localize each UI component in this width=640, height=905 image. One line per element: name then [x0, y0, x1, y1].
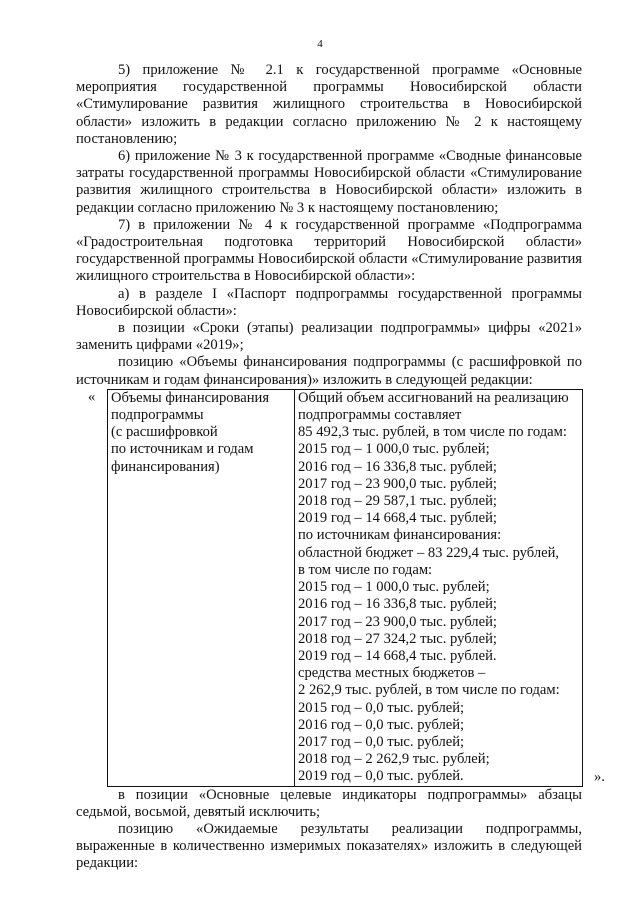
closing-quote: ».: [594, 769, 605, 786]
financing-table-block: [76, 388, 605, 787]
paragraph-indicators-position: в позиции «Основные целевые индикаторы подпрограммы» абзацы седьмой, восьмой, девятый исключить;: [76, 786, 582, 820]
table-cell-value: [295, 389, 583, 786]
cell-line: Общий объем ассигнований на реализацию: [298, 389, 569, 406]
cell-line: 2017 год – 0,0 тыс. рублей;: [298, 733, 465, 750]
cell-line: подпрограммы: [111, 407, 204, 424]
paragraph-financing-position: позицию «Объемы финансирования подпрограммы (с расшифровкой по источникам и годам финансирования)» изложить в следующей редакции:: [76, 354, 582, 388]
page-number: 4: [317, 38, 323, 50]
cell-line: 2018 год – 27 324,2 тыс. рублей;: [298, 630, 497, 647]
cell-line: 2018 год – 29 587,1 тыс. рублей;: [298, 493, 497, 510]
cell-line: Объемы финансирования: [111, 389, 270, 406]
cell-line: 85 492,3 тыс. рублей, в том числе по годам:: [298, 424, 567, 441]
document-body: [76, 62, 605, 873]
paragraph-item-7: 7) в приложении № 4 к государственной программе «Подпрограмма «Градостроительная подготовка территорий Новосибирской области» государственной программы Новосибирской области «Стимулирование развития жилищного строительства в Новосибирской области»:: [76, 216, 582, 285]
cell-line: 2015 год – 1 000,0 тыс. рублей;: [298, 579, 490, 596]
cell-line: 2019 год – 14 668,4 тыс. рублей;: [298, 510, 497, 527]
opening-quote: «: [88, 388, 96, 405]
cell-line: 2016 год – 0,0 тыс. рублей;: [298, 716, 465, 733]
cell-line: 2015 год – 0,0 тыс. рублей;: [298, 699, 465, 716]
cell-line: 2 262,9 тыс. рублей, в том числе по годам:: [298, 682, 560, 699]
cell-line: 2019 год – 0,0 тыс. рублей.: [298, 768, 464, 785]
cell-line: финансирования): [111, 458, 220, 475]
cell-line: по источникам финансирования:: [298, 527, 502, 544]
paragraph-subitem-a: а) в разделе I «Паспорт подпрограммы государственной программы Новосибирской области»:: [76, 285, 582, 319]
paragraph-terms-position: в позиции «Сроки (этапы) реализации подпрограммы» цифры «2021» заменить цифрами «2019»;: [76, 320, 582, 354]
cell-line: 2019 год – 14 668,4 тыс. рублей.: [298, 647, 497, 664]
cell-line: средства местных бюджетов –: [298, 665, 486, 682]
table-row: [108, 389, 583, 786]
cell-line: 2016 год – 16 336,8 тыс. рублей;: [298, 458, 497, 475]
cell-line: областной бюджет – 83 229,4 тыс. рублей,: [298, 544, 560, 561]
cell-line: 2017 год – 23 900,0 тыс. рублей;: [298, 613, 497, 630]
financing-table: [107, 389, 583, 787]
cell-line: 2017 год – 23 900,0 тыс. рублей;: [298, 475, 497, 492]
cell-line: по источникам и годам: [111, 441, 254, 458]
cell-line: 2016 год – 16 336,8 тыс. рублей;: [298, 596, 497, 613]
cell-line: 2018 год – 2 262,9 тыс. рублей;: [298, 751, 490, 768]
cell-line: в том числе по годам:: [298, 561, 433, 578]
cell-line: 2015 год – 1 000,0 тыс. рублей;: [298, 441, 490, 458]
cell-line: (с расшифровкой: [111, 424, 218, 441]
paragraph-item-5: 5) приложение № 2.1 к государственной программе «Основные мероприятия государственной программы Новосибирской области «Стимулирование развития жилищного строительства в Новосибирской области» изложить в редакции согласно приложению № 2 к настоящему постановлению;: [76, 62, 582, 147]
paragraph-results-position: позицию «Ожидаемые результаты реализации подпрограммы, выраженные в количественно измеримых показателях» изложить в следующей редакции:: [76, 820, 582, 872]
table-cell-label: [108, 389, 295, 786]
paragraph-item-6: 6) приложение № 3 к государственной программе «Сводные финансовые затраты государственной программы Новосибирской области «Стимулирование развития жилищного строительства в Новосибирской области» изложить в редакции согласно приложению № 3 к настоящему постановлению;: [76, 148, 582, 216]
cell-line: подпрограммы составляет: [298, 407, 462, 424]
